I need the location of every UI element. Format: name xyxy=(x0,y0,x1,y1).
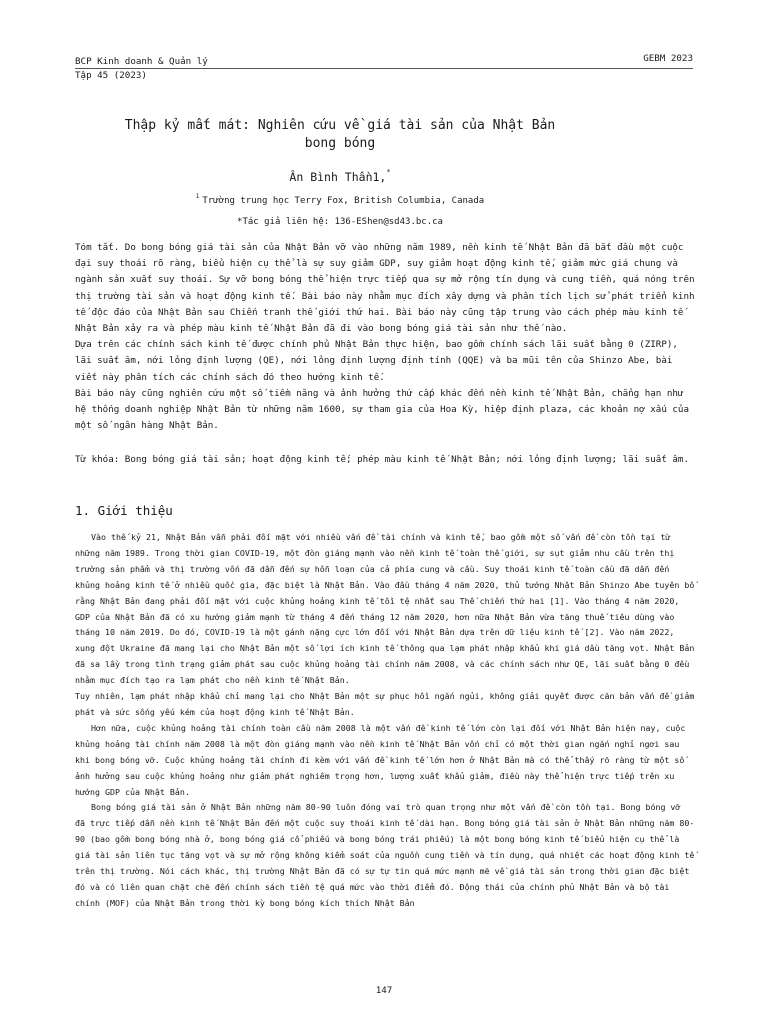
author-name: Ân Bình Thần1, xyxy=(289,170,387,184)
affiliation-mark: 1 xyxy=(195,193,200,200)
title-line-1: Thập kỷ mất mát: Nghiên cứu về giá tài sản của Nhật Bản xyxy=(124,118,556,133)
corresponding-mark: * xyxy=(386,168,391,176)
keywords-text: Từ khóa: Bong bóng giá tài sản; hoạt động kinh tế; phép màu kinh tế Nhật Bản; nới lỏng định lượng; lãi suất âm. xyxy=(75,454,689,465)
body-paragraph: Bong bóng giá tài sản ở Nhật Bản những năm 80-90 luôn đóng vai trò quan trọng như một vấn đề còn tồn tại. Bong bóng vỡ đã trực tiếp dẫn nền kinh tế Nhật Bản đến một cuộc suy thoái kinh tế dài hạn. Bong bóng giá tài sản ở Nhật Bản những năm 80-90 (bao gồm bong bóng nhà ở, bong bóng giá cổ phiếu và bong bóng trái phiếu) là một bong bóng kinh tế biểu hiện cụ thể là giá tài sản liên tục tăng vọt và sự mở rộng không kiểm soát của nguồn cung tiền và tín dụng, quá nhiệt các hoạt động kinh tế trên thị trường. Nói cách khác, thị trường Nhật Bản đã có sự tự tin quá mức mạnh mẽ về giá tài sản trong thời gian đặc biệt đó và có liên quan chặt chẽ đến chính sách tiền tệ quá mức vào thời điểm đó. Động thái của chính phủ Nhật Bản và bộ tài chính (MOF) của Nhật Bản trong thời kỳ bong bóng kích thích Nhật Bản xyxy=(75,802,695,908)
abstract xyxy=(75,240,695,434)
affiliation-text: Trường trung học Terry Fox, British Columbia, Canada xyxy=(202,196,485,206)
keywords xyxy=(75,452,695,468)
volume-info: Tập 45 (2023) xyxy=(75,70,147,81)
abstract-paragraph: Dựa trên các chính sách kinh tế được chính phủ Nhật Bản thực hiện, bao gồm chính sách lãi suất bằng 0 (ZIRP), lãi suất âm, nới lỏng định lượng (QE), nới lỏng định lượng định tính (QQE) và ba mũi tên của Shinzo Abe, bài viết này phân tích các chính sách đó theo hướng kinh tế. xyxy=(75,339,678,383)
page-number: 147 xyxy=(375,985,393,996)
body-paragraph: Vào thế kỷ 21, Nhật Bản vẫn phải đối mặt với nhiều vấn đề tài chính và kinh tế, bao gồm một số vấn đề còn tồn tại từ những năm 1989. Trong thời gian COVID-19, một đòn giáng mạnh vào nền kinh tế toàn thế giới, sự sụt giảm nhu cầu trên thị trường sản phẩm và thị trường vốn đã dẫn đến sự hỗn loạn của cả phía cung và cầu. Suy thoái kinh tế toàn cầu đã dẫn đến khủng hoảng kinh tế ở nhiều quốc gia, đặc biệt là Nhật Bản. Vào đầu tháng 4 năm 2020, thủ tướng Nhật Bản Shinzo Abe tuyên bố rằng Nhật Bản đang phải đối mặt với cuộc khủng hoảng kinh tế tồi tệ nhất sau Thế chiến thứ hai [1]. Vào tháng 4 năm 2020, GDP của Nhật Bản đã có xu hướng giảm mạnh từ tháng 4 đến tháng 12 năm 2020, hơn nữa Nhật Bản vừa tăng thuế tiêu dùng vào tháng 10 năm 2019. Do đó, COVID-19 là một gánh nặng cực lớn đối với Nhật Bản dựa trên dữ liệu kinh tế [2]. Vào năm 2022, xung đột Ukraine đã mang lại cho Nhật Bản một số lợi ích kinh tế thông qua lạm phát nhập khẩu khi giá dầu tăng vọt. Nhật Bản đã sa lầy trong tình trạng giảm phát sau cuộc khủng hoảng tài chính năm 2008, và các chính sách như QE, lãi suất bằng 0 đều nhằm mục đích tạo ra lạm phát cho nền kinh tế Nhật Bản. xyxy=(75,532,695,686)
abstract-paragraph: Bài báo này cũng nghiên cứu một số tiềm năng và ảnh hưởng thứ cấp khác đến nền kinh tế Nhật Bản, chẳng hạn như hệ thống doanh nghiệp Nhật Bản từ những năm 1600, sự tham gia của Hoa Kỳ, hiệp định plaza, các khoản nợ xấu của một số ngân hàng Nhật Bản. xyxy=(75,387,689,432)
section-body xyxy=(75,530,695,912)
abstract-paragraph: Tóm tắt. Do bong bóng giá tài sản của Nhật Bản vỡ vào những năm 1989, nền kinh tế Nhật Bản đã bắt đầu một cuộc đại suy thoái rõ ràng, biểu hiện cụ thể là sự suy giảm GDP, suy giảm hoạt động kinh tế, giảm mức giá chung và ngành sản xuất suy thoái. Sự vỡ bong bóng thể hiện trực tiếp qua sự mở rộng tín dụng và cung tiền, quá nóng trên thị trường tài sản và hoạt động kinh tế. Bài báo này nhằm mục đích xây dựng và phân tích lịch sử phát triển kinh tế độc đáo của Nhật Bản sau Chiến tranh thế giới thứ hai. Bài báo này cũng tập trung vào cách phép màu kinh tế Nhật Bản xảy ra và phép màu kinh tế Nhật Bản đã đi vào bong bóng giá tài sản như thế nào. xyxy=(75,242,695,335)
conference-name: GEBM 2023 xyxy=(643,53,693,64)
journal-name: BCP Kinh doanh & Quản lý xyxy=(75,56,208,67)
section-heading: 1. Giới thiệu xyxy=(75,503,173,518)
corresponding-author: *Tác giả liên hệ: 136-EShen@sd43.bc.ca xyxy=(237,217,443,227)
body-paragraph: Tuy nhiên, lạm phát nhập khẩu chỉ mang lại cho Nhật Bản một sự phục hồi ngắn ngủi, không giải quyết được căn bản vấn đề giảm phát và sức sống yếu kém của hoạt động kinh tế Nhật Bản. xyxy=(75,691,695,717)
body-paragraph: Hơn nữa, cuộc khủng hoảng tài chính toàn cầu năm 2008 là một vấn đề kinh tế lớn còn lại đối với Nhật Bản hiện nay, cuộc khủng hoảng tài chính năm 2008 là một đòn giáng mạnh vào nền kinh tế Nhật Bản vốn chỉ có một thời gian ngắn nghỉ ngơi sau khi bong bóng vỡ. Cuộc khủng hoảng tài chính đi kèm với vấn đề kinh tế lớn hơn ở Nhật Bản mà có thể thấy rõ ràng từ một số ảnh hưởng sau cuộc khủng hoảng như giảm phát nghiêm trọng hơn, lượng xuất khẩu giảm, điều này thể hiện trực tiếp trên xu hướng GDP của Nhật Bản. xyxy=(75,722,686,797)
running-header xyxy=(75,55,208,83)
author-line xyxy=(90,168,590,184)
title-line-2: bong bóng xyxy=(304,136,376,151)
paper-title xyxy=(90,117,590,153)
affiliation xyxy=(90,193,590,206)
header-rule xyxy=(75,68,693,69)
